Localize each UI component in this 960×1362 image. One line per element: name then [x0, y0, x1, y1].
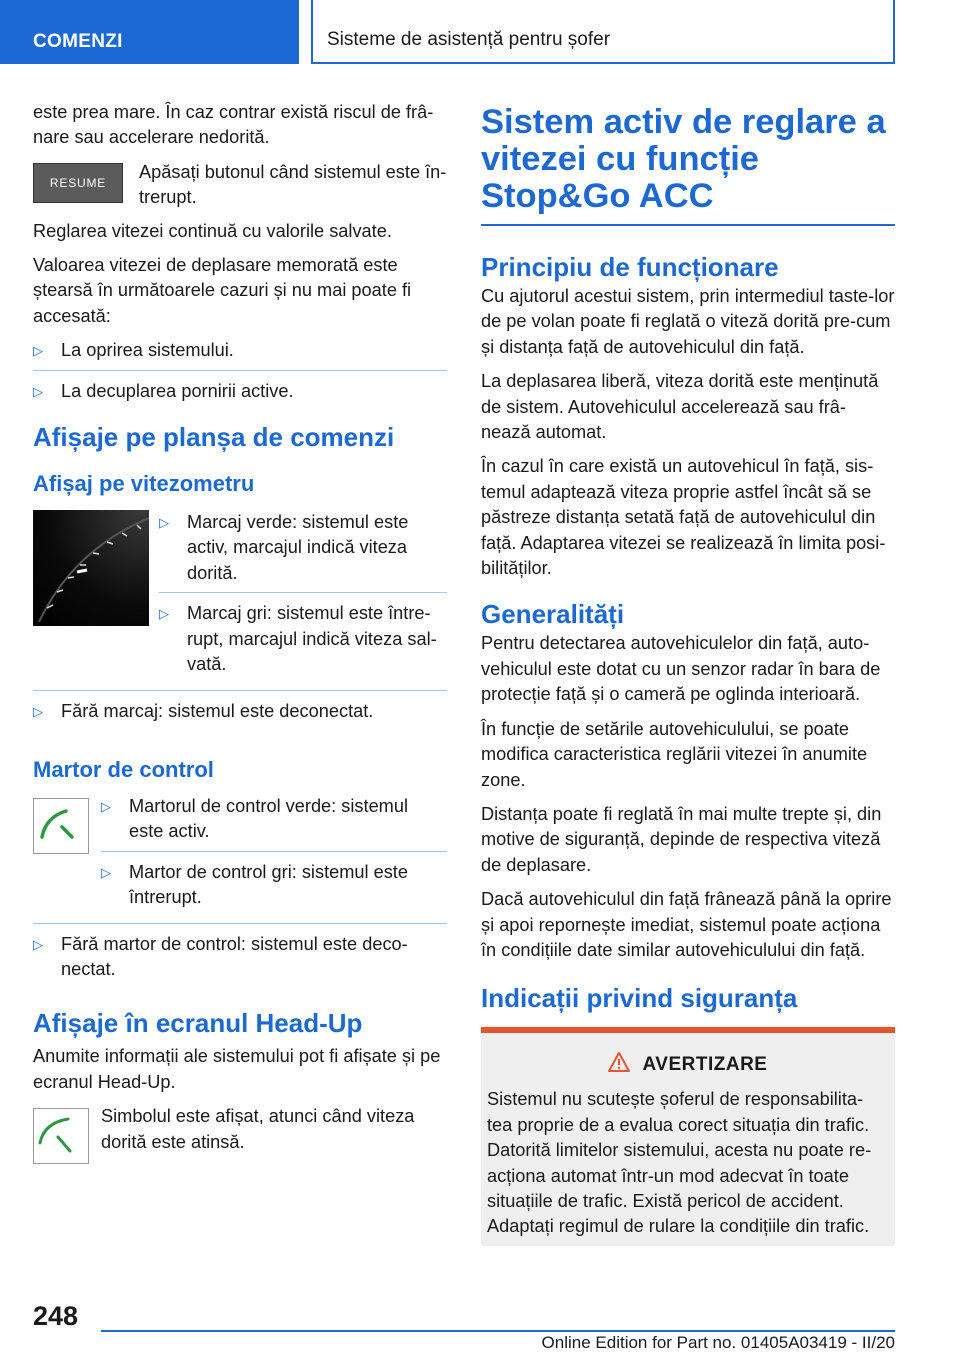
- paragraph: La deplasarea liberă, viteza dorită este menținută de sistem. Autovehiculul accelerează sau frâ-nează automat.: [481, 371, 879, 443]
- warning-text: Sistemul nu scutește șoferul de responsabilita-tea proprie de a evalua corect situația din trafic. Datorită limitelor sistemului, acesta nu poate re-acționa automat într-un mod adecvat în toate situațiile de trafic. Există pericol de accident. Adaptați regimul de rulare la condițiile din trafic.: [487, 1089, 872, 1237]
- section-heading: Generalități: [481, 599, 625, 630]
- triangle-bullet-icon: ▷: [33, 343, 43, 359]
- left-column: [33, 100, 447, 1164]
- list-item: [33, 338, 447, 363]
- triangle-bullet-icon: ▷: [101, 864, 111, 880]
- section-heading: Principiu de funcționare: [481, 252, 779, 282]
- triangle-bullet-icon: ▷: [33, 703, 43, 719]
- list-item: [101, 794, 447, 845]
- list-item-text: La decuplarea pornirii active.: [61, 380, 294, 401]
- speedometer-image: [33, 510, 149, 626]
- divider: [33, 923, 447, 924]
- page-title: Sistem activ de reglare a vitezei cu funcție Stop&Go ACC: [481, 100, 895, 226]
- footer-divider: [101, 1330, 895, 1332]
- list-item-text: Fără marcaj: sistemul este deconectat.: [61, 700, 374, 721]
- triangle-bullet-icon: ▷: [33, 383, 43, 399]
- paragraph: În funcție de setările autovehiculului, se poate modifica caracteristica reglării vitezei în anumite zone.: [481, 718, 868, 790]
- list-item-text: Marcaj verde: sistemul este activ, marcajul indică viteza dorită.: [187, 512, 409, 583]
- list-item: [33, 932, 447, 983]
- hud-symbol-row: [33, 1104, 447, 1164]
- divider: [101, 851, 447, 852]
- hud-speed-symbol-icon: [33, 1108, 89, 1164]
- paragraph: În cazul în care există un autovehicul în față, sis-temul adaptează viteza proprie astfel încât să se păstreze distanța setată față de autovehiculul din față. Adaptarea vitezei se realizează în limita posi-bilităților.: [481, 456, 886, 579]
- list-item-text: Marcaj gri: sistemul este între-rupt, marcajul indică viteza sal-vată.: [187, 603, 437, 675]
- divider: [33, 370, 447, 371]
- divider: [33, 690, 447, 691]
- subsection-heading: Afișaj pe vitezometru: [33, 471, 255, 497]
- list-item-text: La oprirea sistemului.: [61, 340, 234, 361]
- list-item: [101, 860, 447, 911]
- paragraph: Pentru detectarea autovehiculelor din față, auto-vehiculul este dotat cu un senzor radar în bara de protecție față și o cameră pe oglinda interioară.: [481, 633, 881, 705]
- header-section-tab: [0, 0, 299, 64]
- control-lamp-row: [33, 794, 447, 917]
- divider: [159, 592, 447, 593]
- resume-row: [33, 160, 447, 211]
- right-column: [481, 100, 895, 1246]
- list-item: [33, 699, 447, 724]
- paragraph: este prea mare. În caz contrar există riscul de frâ-nare sau accelerare nedorită.: [33, 102, 434, 148]
- list-item: [159, 601, 447, 677]
- paragraph: Dacă autovehiculul din față frânează până la oprire și apoi repornește imediat, sistemul poate acționa în condițiile date similar autovehiculului din față.: [481, 889, 892, 960]
- acc-control-lamp-icon: [33, 798, 89, 854]
- section-heading: Afișaje în ecranul Head-Up: [33, 1008, 363, 1039]
- list-item: [159, 510, 447, 586]
- paragraph: Distanța poate fi reglată în mai multe trepte și, din motive de siguranță, depinde de respectiva viteză de deplasare.: [481, 803, 882, 875]
- header-chapter-label: Sisteme de asistență pentru șofer: [327, 29, 611, 50]
- paragraph: Reglarea vitezei continuă cu valorile salvate.: [33, 220, 392, 241]
- warning-header: [487, 1051, 887, 1079]
- control-lamp-list: [101, 794, 447, 917]
- page-number: 248: [33, 1301, 79, 1331]
- triangle-bullet-icon: ▷: [159, 606, 169, 622]
- triangle-bullet-icon: ▷: [101, 798, 111, 814]
- triangle-bullet-icon: ▷: [159, 515, 169, 531]
- list-item: [33, 379, 447, 404]
- section-heading: Indicații privind siguranța: [481, 983, 798, 1014]
- section-heading: Afișaje pe planșa de comenzi: [33, 422, 395, 453]
- triangle-bullet-icon: ▷: [33, 936, 43, 952]
- warning-box: [481, 1027, 895, 1245]
- list-item-text: Martor de control gri: sistemul este întrerupt.: [129, 861, 408, 908]
- paragraph: Valoarea vitezei de deplasare memorată este ștearsă în următoarele cazuri și nu mai poate fi accesată:: [33, 255, 412, 326]
- list-item-text: Martorul de control verde: sistemul este activ.: [129, 795, 408, 842]
- list-item-text: Fără martor de control: sistemul este deco-nectat.: [61, 933, 408, 979]
- warning-triangle-icon: [607, 1051, 631, 1079]
- speedometer-row: [33, 510, 447, 683]
- warning-title: AVERTIZARE: [642, 1054, 768, 1076]
- resume-text: Apăsați butonul când sistemul este în-trerupt.: [139, 161, 447, 208]
- footer-edition: Online Edition for Part no. 01405A03419 - II/20: [541, 1333, 895, 1352]
- speedometer-list: [159, 510, 447, 683]
- subsection-heading: Martor de control: [33, 756, 214, 782]
- header-section-label: COMENZI: [33, 31, 123, 52]
- resume-button-image: RESUME: [33, 163, 123, 203]
- paragraph: Cu ajutorul acestui sistem, prin intermediul taste-lor de pe volan poate fi reglată o viteză dorită pre-cum și distanța față de autovehiculul din față.: [481, 286, 895, 357]
- paragraph: Anumite informații ale sistemului pot fi afișate și pe ecranul Head-Up.: [33, 1046, 441, 1092]
- hud-symbol-text: Simbolul este afișat, atunci când viteza dorită este atinsă.: [101, 1106, 415, 1152]
- header-chapter-tab: [311, 0, 895, 64]
